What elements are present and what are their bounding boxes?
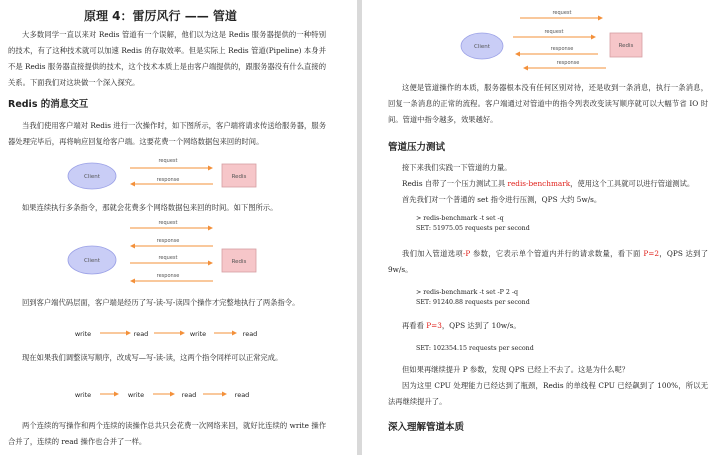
text-segment: ，QPS 达到了 9w/s。 xyxy=(388,249,709,274)
request-label: request xyxy=(544,29,564,35)
flow-step: read xyxy=(133,330,149,338)
command-line: > redis-benchmark -t set -P 2 -q xyxy=(416,289,519,296)
response-label: response xyxy=(556,60,580,66)
heading-pipeline-essence: 深入理解管道本质 xyxy=(388,422,465,433)
paragraph-write-write-read-read: 现在如果我们调整读写顺序，改成写—写-读-读，这两个指令同样可以正常完成。 xyxy=(22,353,283,362)
paragraph-write-read-sequence: 回到客户端代码层面，客户端是经历了写-读-写-读四个操作才完整地执行了两条指令。 xyxy=(22,298,300,307)
redis-label: Redis xyxy=(231,259,247,265)
response-label: response xyxy=(156,238,180,244)
flow-arrowhead xyxy=(114,392,119,397)
client-label: Client xyxy=(474,44,490,50)
paragraph-multiple-requests: 如果连续执行多条指令，那就会花费多个网络数据包来回的时间。如下图所示。 xyxy=(22,203,278,212)
flow-step: write xyxy=(127,391,145,399)
flow-arrowhead xyxy=(222,392,227,397)
response-label: response xyxy=(156,273,180,279)
text-segment: 我们加入管道选项 xyxy=(402,249,463,258)
flow-arrowhead xyxy=(170,392,175,397)
text-segment: ，QPS 达到了 10w/s。 xyxy=(441,321,521,330)
paragraph-cpu-bottleneck: 因为这里 CPU 处理能力已经达到了瓶颈，Redis 的单线程 CPU 已经飙到了 100%，所以无法再继续提升了。 xyxy=(388,381,708,406)
request-arrowhead xyxy=(208,166,213,171)
code-block-pipeline-3 xyxy=(416,344,534,354)
response-label: response xyxy=(550,46,574,52)
flow-arrowhead xyxy=(232,331,237,336)
request-label: request xyxy=(158,158,178,164)
left-page xyxy=(0,0,357,455)
request-arrowhead xyxy=(591,35,596,40)
flow-step: write xyxy=(189,330,207,338)
benchmark-tool-name: redis-benchmark xyxy=(507,179,571,188)
flow-step: read xyxy=(181,391,197,399)
flow-arrowhead xyxy=(180,331,185,336)
section-heading-message-exchange: Redis 的消息交互 xyxy=(8,99,89,110)
option-flag: -P xyxy=(462,249,471,258)
flow-step: write xyxy=(74,391,92,399)
request-label: request xyxy=(552,10,572,16)
flow-write-read-write-read xyxy=(70,325,270,341)
heading-pipeline-benchmark: 管道压力测试 xyxy=(388,142,446,153)
paragraph-plain-set-qps: 首先我们对一个普通的 set 指令进行压测，QPS 大约 5w/s。 xyxy=(402,195,602,204)
paragraph-pipeline-option xyxy=(388,246,708,278)
option-value: P=2 xyxy=(643,249,659,258)
result-line: SET: 102354.15 requests per second xyxy=(416,345,534,352)
client-label: Client xyxy=(84,258,100,264)
client-label: Client xyxy=(84,174,100,180)
paragraph-pipeline-essence: 这便是管道操作的本质，服务器根本没有任何区别对待，还是收到一条消息，执行一条消息，回复一条消息的正常的流程。客户端通过对管道中的指令列表改变读写顺序就可以大幅节省 IO 时间。管道中指令越多，效果越好。 xyxy=(388,83,708,124)
paragraph-benchmark-tool xyxy=(388,176,708,192)
request-arrowhead xyxy=(208,261,213,266)
text-segment: 参数，它表示单个管道内并行的请求数量，看下面 xyxy=(470,249,644,258)
request-arrowhead xyxy=(208,226,213,231)
response-arrowhead xyxy=(130,182,135,187)
request-label: request xyxy=(158,255,178,261)
result-line: SET: 91240.88 requests per second xyxy=(416,299,530,306)
flow-arrowhead xyxy=(126,331,131,336)
flow-step: read xyxy=(242,330,258,338)
redis-label: Redis xyxy=(618,43,634,49)
response-label: response xyxy=(156,177,180,183)
text-segment: Redis 自带了一个压力测试工具 xyxy=(402,179,508,188)
text-segment: ，使用这个工具就可以进行管道测试。 xyxy=(570,179,695,188)
pipeline-diagram xyxy=(458,6,648,72)
response-arrowhead xyxy=(130,244,135,249)
paragraph-pipeline-3 xyxy=(388,318,708,334)
multi-request-diagram xyxy=(60,218,270,286)
result-line: SET: 51975.05 requests per second xyxy=(416,225,530,232)
flow-write-write-read-read xyxy=(70,386,270,402)
response-arrowhead xyxy=(130,279,135,284)
text-segment: 再看看 xyxy=(402,321,427,330)
flow-step: read xyxy=(234,391,250,399)
response-arrowhead xyxy=(515,52,520,57)
code-block-pipeline-2 xyxy=(416,288,530,308)
paragraph-merged-operations: 两个连续的写操作和两个连续的读操作总共只会花费一次网络来回，就好比连续的 write 操作合并了，连续的 read 操作也合并了一样。 xyxy=(8,421,326,446)
intro-paragraph: 大多数同学一直以来对 Redis 管道有一个误解，他们以为这是 Redis 服务器提供的一种特别的技术，有了这种技术就可以加速 Redis 的存取效率。但是实际上 Redis 管道(Pipeline) 本身并不是 Redis 服务器直接提供的技术，这个技术本质上是由客户端提供的，跟服务器没有什么直接的关系。下面我们对这块做一个深入探究。 xyxy=(8,30,326,87)
request-arrowhead xyxy=(598,16,603,21)
flow-step: write xyxy=(74,330,92,338)
paragraph-try-pipeline: 接下来我们实践一下管道的力量。 xyxy=(402,163,512,172)
command-line: > redis-benchmark -t set -q xyxy=(416,215,504,222)
single-request-diagram xyxy=(60,152,270,194)
redis-label: Redis xyxy=(231,174,247,180)
right-page xyxy=(362,0,720,455)
request-label: request xyxy=(158,220,178,226)
paragraph-qps-plateau: 但如果再继续提升 P 参数，发现 QPS 已经上不去了。这是为什么呢？ xyxy=(402,365,630,374)
option-value: P=3 xyxy=(426,321,442,330)
paragraph-single-request: 当我们使用客户端对 Redis 进行一次操作时，如下图所示，客户端将请求传送给服务器，服务器处理完毕后，再将响应回复给客户端。这要花费一个网络数据包来回的时间。 xyxy=(8,121,326,146)
response-arrowhead xyxy=(523,66,528,71)
code-block-plain-set xyxy=(416,214,530,234)
chapter-title: 原理 4：雷厉风行 —— 管道 xyxy=(84,9,237,23)
